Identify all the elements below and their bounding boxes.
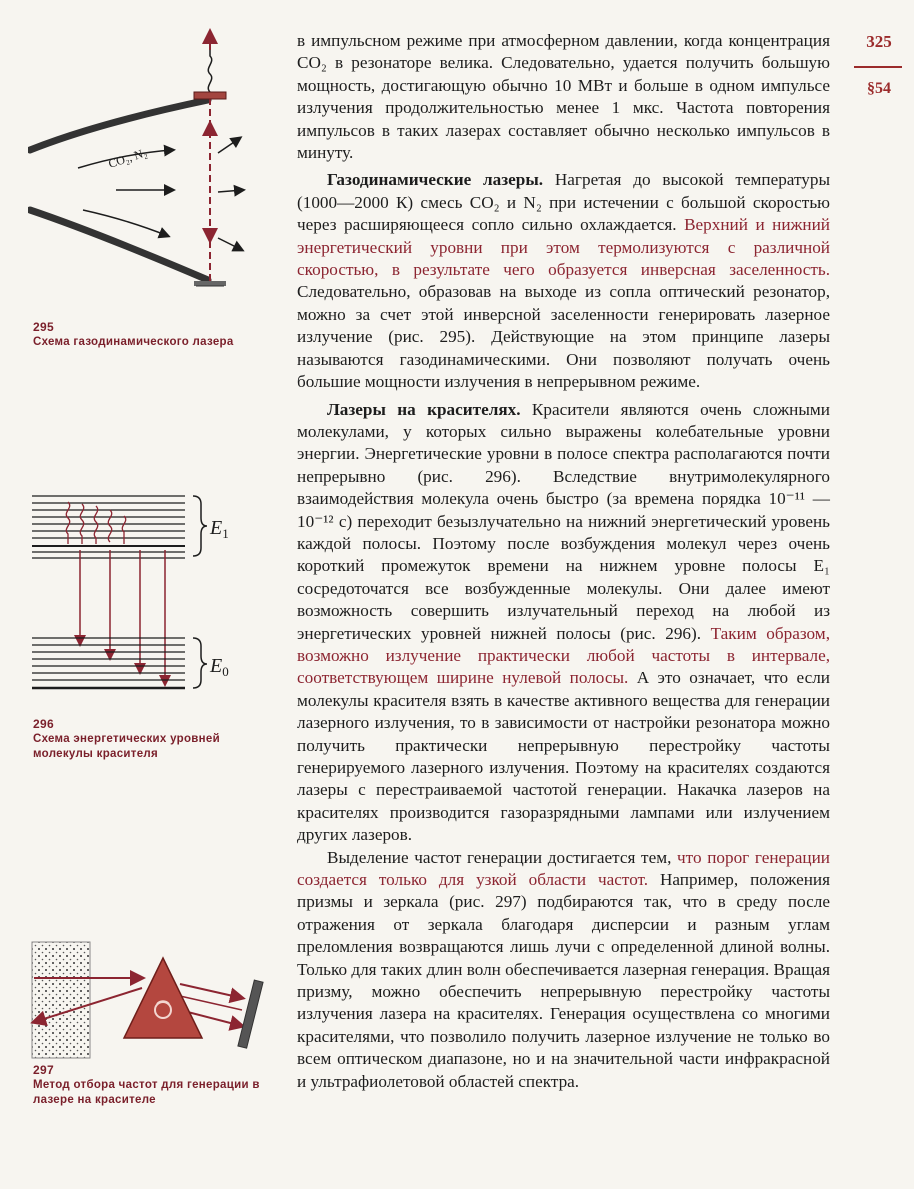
figure-296-energy-levels [30, 492, 240, 700]
figure-296-number: 296 [33, 717, 54, 731]
paragraph-selection-part-b: Например, положения призмы и зеркала (рис. 297) подбираются так, что в среду после отражения от зеркала благодаря дисперсии и разным углам преломления возвращаются лишь лучи с определенной длиной волны. Только для таких длин волн обеспечивается лазерная генерация. Вращая призму, можно обеспечить непрерывную перестройку частоты излучения лазера на красителях. Генерация осуществлена со многими красителями, что позволило получить лазерное излучение не только во всем оптическом диапазоне, но и на значительной части инфракрасной и ультрафиолетовой областей спектра. [297, 870, 830, 1091]
gas-label: CO₂, N₂ [106, 145, 149, 171]
heading-dye-lasers: Лазеры на красителях. [327, 399, 521, 419]
figure-295-caption-text: Схема газодинамического лазера [33, 336, 234, 348]
paragraph-selection-highlight: что порог генерации создается только для узкой области частот. [297, 847, 830, 890]
figure-295-number: 295 [33, 320, 54, 334]
paragraph-dye-part-b: А это означает, что если молекулы красителя взять в качестве активного вещества для генерации лазерного излучения, то в зависимости от настройки резонатора можно получить практически непрерывную перестройку частоты генерируемого лазерного излучения. Поэтому на красителях создаются лазеры с перестраиваемой частотой генерации. Накачка лазеров на красителях производится газоразрядными лампами или излучением других лазеров. [297, 668, 830, 845]
paragraph-dye-highlight: Таким образом, возможно излучение практически любой частоты в интервале, соответствующем ширине нулевой полосы. [297, 623, 830, 688]
label-e0-sub: 0 [222, 664, 229, 679]
page-number: 325 [866, 32, 892, 51]
figure-295-gasdynamic-laser [28, 28, 274, 300]
figure-297-caption [33, 1063, 273, 1108]
svg-text:E0 [209, 655, 229, 679]
figure-296-caption-text: Схема энергетических уровней молекулы красителя [33, 733, 220, 760]
paragraph-gasdynamic-part-a: Нагретая до высокой температуры (1000—2000 К) смесь CO₂ и N₂ при истечении с большой скоростью через расширяющееся сопло сильно охлаждается. [297, 170, 830, 235]
figure-296-caption [33, 717, 268, 762]
paragraph-gasdynamic-part-b: Следовательно, образовав на выходе из сопла оптический резонатор, можно за счет этой инверсной заселенности генерировать лазерное излучение (рис. 295). Действующие на этом принципе лазеры называются газодинамическими. Они позволяют получать очень большие мощности излучения в непрерывном режиме. [297, 282, 830, 392]
page-number-rule [854, 66, 902, 68]
section-number: §54 [867, 80, 891, 97]
paragraph-gasdynamic-highlight: Верхний и нижний энергетический уровни при этом термолизуются с различной скоростью, в результате чего образуется инверсная заселенность. [297, 215, 831, 280]
paragraph-selection-part-a: Выделение частот генерации достигается тем, [327, 847, 678, 867]
main-text [297, 30, 830, 1093]
figure-297-prism-selection [30, 940, 280, 1062]
label-e0: E [210, 655, 223, 677]
paragraph-gasdynamic [297, 169, 830, 393]
svg-text:E1 [209, 517, 229, 541]
paragraph-dye-lasers [297, 399, 830, 847]
paragraph-dye-part-a: Красители являются очень сложными молекулами, у которых сильно выражены колебательные уровни энергии. Энергетические уровни в полосе спектра располагаются почти непрерывно (рис. 296). Вследствие внутримолекулярного взаимодействия молекула очень быстро (за времена порядка 10⁻¹¹ — 10⁻¹² с) переходит безызлучательно на нижний энергетический уровень каждой полосы. Поэтому после возбуждения молекул через очень короткий промежуток времени на нижнем уровне полосы E₁ сосредоточатся все возбужденные молекулы. Они далее имеют возможность совершить излучательный переход на любой из энергетических уровней нижней полосы (рис. 296). [297, 399, 830, 643]
paragraph-1: в импульсном режиме при атмосферном давлении, когда концентрация CO₂ в резонаторе велика. Следовательно, удается получить большую мощность, достигающую обычно 10 МВт и больше в одном импульсе излучения продолжительностью менее 1 мкс. Частота повторения импульсов в таких лазерах составляет обычно несколько импульсов в минуту. [297, 31, 830, 163]
figure-297-caption-text: Метод отбора частот для генерации в лазере на красителе [33, 1079, 260, 1106]
figure-297-number: 297 [33, 1063, 54, 1077]
heading-gasdynamic: Газодинамические лазеры. [327, 170, 544, 190]
figure-295-caption [33, 320, 283, 350]
paragraph-frequency-selection [297, 847, 830, 1093]
label-e1: E [210, 517, 223, 539]
label-e1-sub: 1 [222, 526, 229, 541]
